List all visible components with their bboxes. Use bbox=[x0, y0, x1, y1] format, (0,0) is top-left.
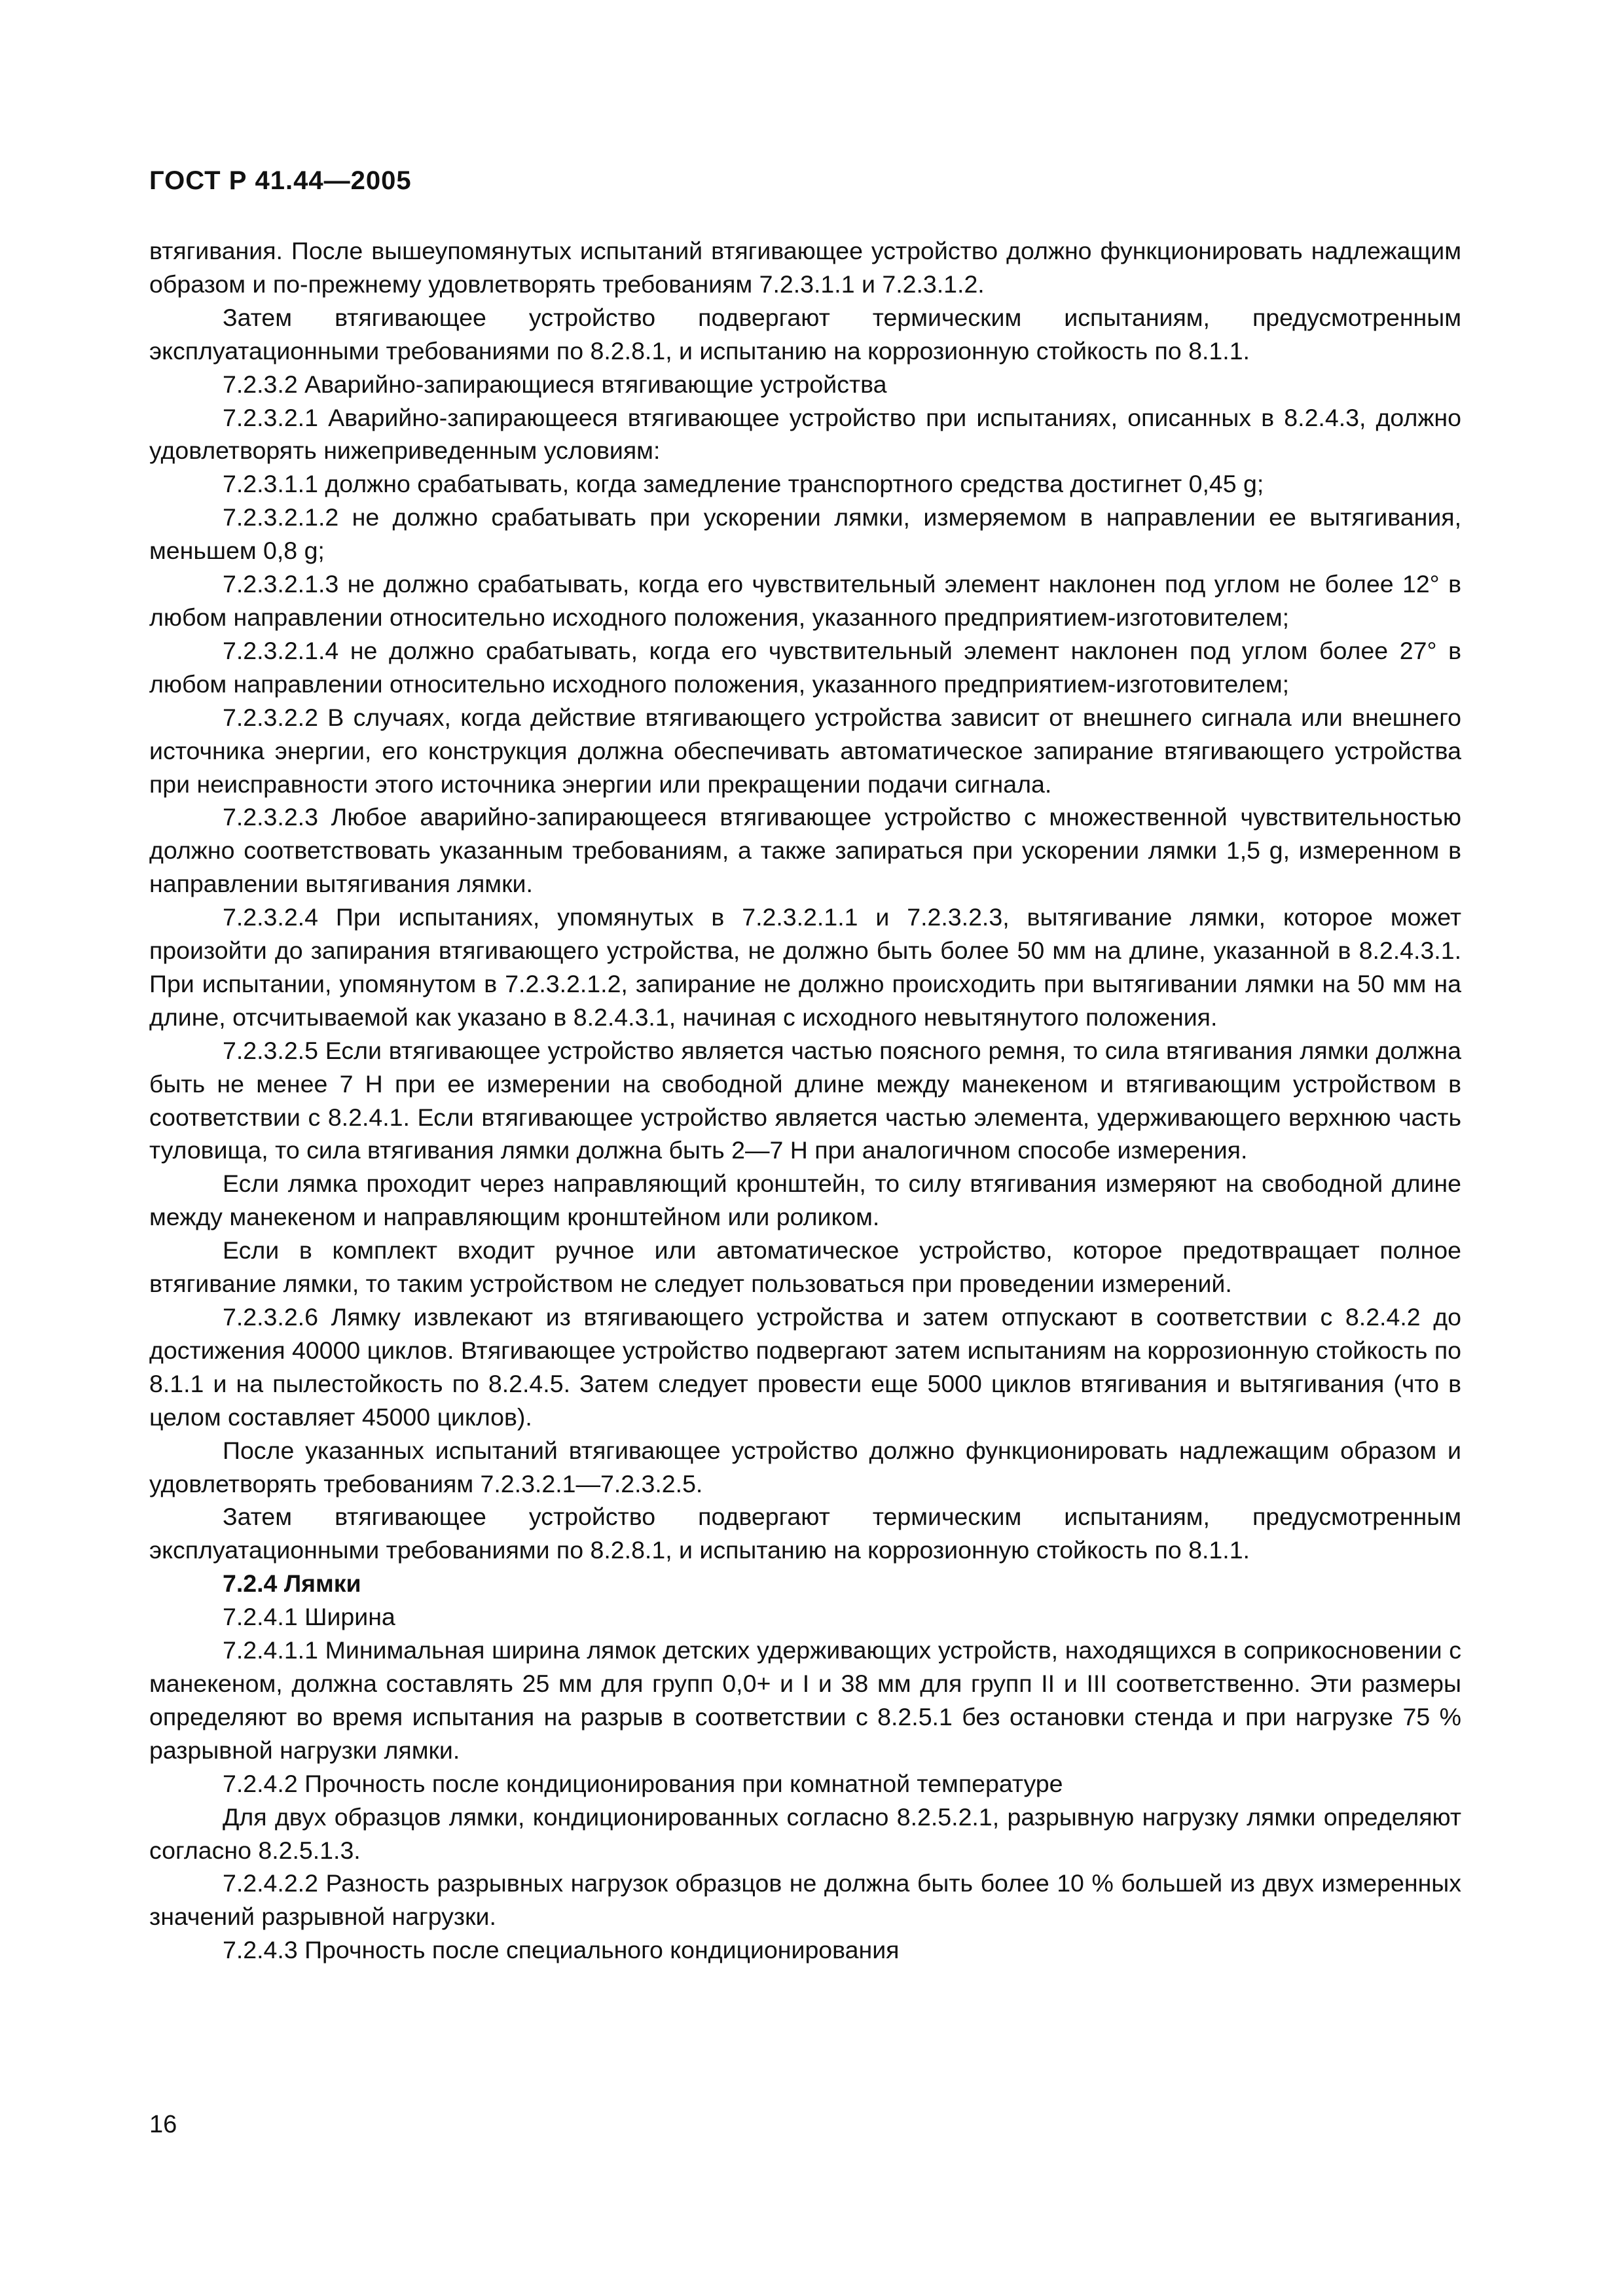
paragraph: втягивания. После вышеупомянутых испытаний втягивающее устройство должно функционировать надлежащим образом и по-прежнему удовлетворять требованиям 7.2.3.1.1 и 7.2.3.1.2. bbox=[149, 237, 1461, 298]
paragraph: После указанных испытаний втягивающее устройство должно функционировать надлежащим образом и удовлетворять требованиям 7.2.3.2.1—7.2.3.2.5. bbox=[149, 1436, 1461, 1498]
paragraph: 7.2.3.2.4 При испытаниях, упомянутых в 7.2.3.2.1.1 и 7.2.3.2.3, вытягивание лямки, которое может произойти до запирания втягивающего устройства, не должно быть более 50 мм на длине, указанной в 8.2.4.3.1. При испытании, упомянутом в 7.2.3.2.1.2, запирание не должно происходить при вытягивании лямки на 50 мм на длине, отсчитываемой как указано в 8.2.4.3.1, начиная с исходного невытянутого положения. bbox=[149, 903, 1461, 1031]
page-number: 16 bbox=[149, 2111, 177, 2138]
paragraph: Для двух образцов лямки, кондиционированных согласно 8.2.5.2.1, разрывную нагрузку лямки определяют согласно 8.2.5.1.3. bbox=[149, 1803, 1461, 1864]
paragraph: 7.2.3.2.1.4 не должно срабатывать, когда его чувствительный элемент наклонен под углом более 27° в любом направлении относительно исходного положения, указанного предприятием-изготовителем; bbox=[149, 636, 1461, 698]
paragraph: 7.2.4.1.1 Минимальная ширина лямок детских удерживающих устройств, находящихся в соприкосновении с манекеном, должна составлять 25 мм для групп 0,0+ и I и 38 мм для групп II и III соответственно. Эти размеры определяют во время испытания на разрыв в соответствии с 8.2.5.1 без остановки стенда и при нагрузке 75 % разрывной нагрузки лямки. bbox=[149, 1636, 1461, 1764]
paragraph: 7.2.4.2.2 Разность разрывных нагрузок образцов не должна быть более 10 % большей из двух измеренных значений разрывной нагрузки. bbox=[149, 1869, 1461, 1931]
paragraph: 7.2.4.3 Прочность после специального кондиционирования bbox=[223, 1936, 900, 1964]
section-heading: 7.2.4 Лямки bbox=[223, 1570, 361, 1598]
document-body bbox=[149, 234, 1461, 1967]
paragraph: 7.2.4.1 Ширина bbox=[223, 1603, 395, 1631]
paragraph: 7.2.3.2.6 Лямку извлекают из втягивающего устройства и затем отпускают в соответствии с 8.2.4.2 до достижения 40000 циклов. Втягивающее устройство подвергают затем испытаниям на коррозионную стойкость по 8.1.1 и на пылестойкость по 8.2.4.5. Затем следует провести еще 5000 циклов втягивания и вытягивания (что в целом составляет 45000 циклов). bbox=[149, 1303, 1461, 1431]
paragraph: 7.2.3.2 Аварийно-запирающиеся втягивающие устройства bbox=[223, 370, 887, 398]
paragraph: 7.2.3.2.5 Если втягивающее устройство является частью поясного ремня, то сила втягивания лямки должна быть не менее 7 Н при ее измерении на свободной длине между манекеном и втягивающим устройством в соответствии с 8.2.4.1. Если втягивающее устройство является частью элемента, удерживающего верхнюю часть туловища, то сила втягивания лямки должна быть 2—7 Н при аналогичном способе измерения. bbox=[149, 1036, 1461, 1164]
paragraph: Затем втягивающее устройство подвергают термическим испытаниям, предусмотренным эксплуатационными требованиями по 8.2.8.1, и испытанию на коррозионную стойкость по 8.1.1. bbox=[149, 1503, 1461, 1564]
paragraph: 7.2.3.2.2 В случаях, когда действие втягивающего устройства зависит от внешнего сигнала или внешнего источника энергии, его конструкция должна обеспечивать автоматическое запирание втягивающего устройства при неисправности этого источника энергии или прекращении подачи сигнала. bbox=[149, 703, 1461, 798]
paragraph: Затем втягивающее устройство подвергают термическим испытаниям, предусмотренным эксплуатационными требованиями по 8.2.8.1, и испытанию на коррозионную стойкость по 8.1.1. bbox=[149, 303, 1461, 365]
document-header: ГОСТ Р 41.44—2005 bbox=[149, 166, 412, 195]
paragraph: 7.2.3.1.1 должно срабатывать, когда замедление транспортного средства достигнет 0,45 g; bbox=[223, 470, 1264, 498]
paragraph: 7.2.3.2.1 Аварийно-запирающееся втягивающее устройство при испытаниях, описанных в 8.2.4.3, должно удовлетворять нижеприведенным условиям: bbox=[149, 403, 1461, 465]
paragraph: Если лямка проходит через направляющий кронштейн, то силу втягивания измеряют на свободной длине между манекеном и направляющим кронштейном или роликом. bbox=[149, 1170, 1461, 1231]
paragraph: 7.2.3.2.1.3 не должно срабатывать, когда его чувствительный элемент наклонен под углом не более 12° в любом направлении относительно исходного положения, указанного предприятием-изготовителем; bbox=[149, 570, 1461, 631]
paragraph: Если в комплект входит ручное или автоматическое устройство, которое предотвращает полное втягивание лямки, то таким устройством не следует пользоваться при проведении измерений. bbox=[149, 1236, 1461, 1298]
paragraph: 7.2.4.2 Прочность после кондиционирования при комнатной температуре bbox=[223, 1769, 1063, 1797]
paragraph: 7.2.3.2.3 Любое аварийно-запирающееся втягивающее устройство с множественной чувствительностью должно соответствовать указанным требованиям, а также запираться при ускорении лямки 1,5 g, измеренном в направлении вытягивания лямки. bbox=[149, 803, 1461, 898]
paragraph: 7.2.3.2.1.2 не должно срабатывать при ускорении лямки, измеряемом в направлении ее вытягивания, меньшем 0,8 g; bbox=[149, 503, 1461, 565]
